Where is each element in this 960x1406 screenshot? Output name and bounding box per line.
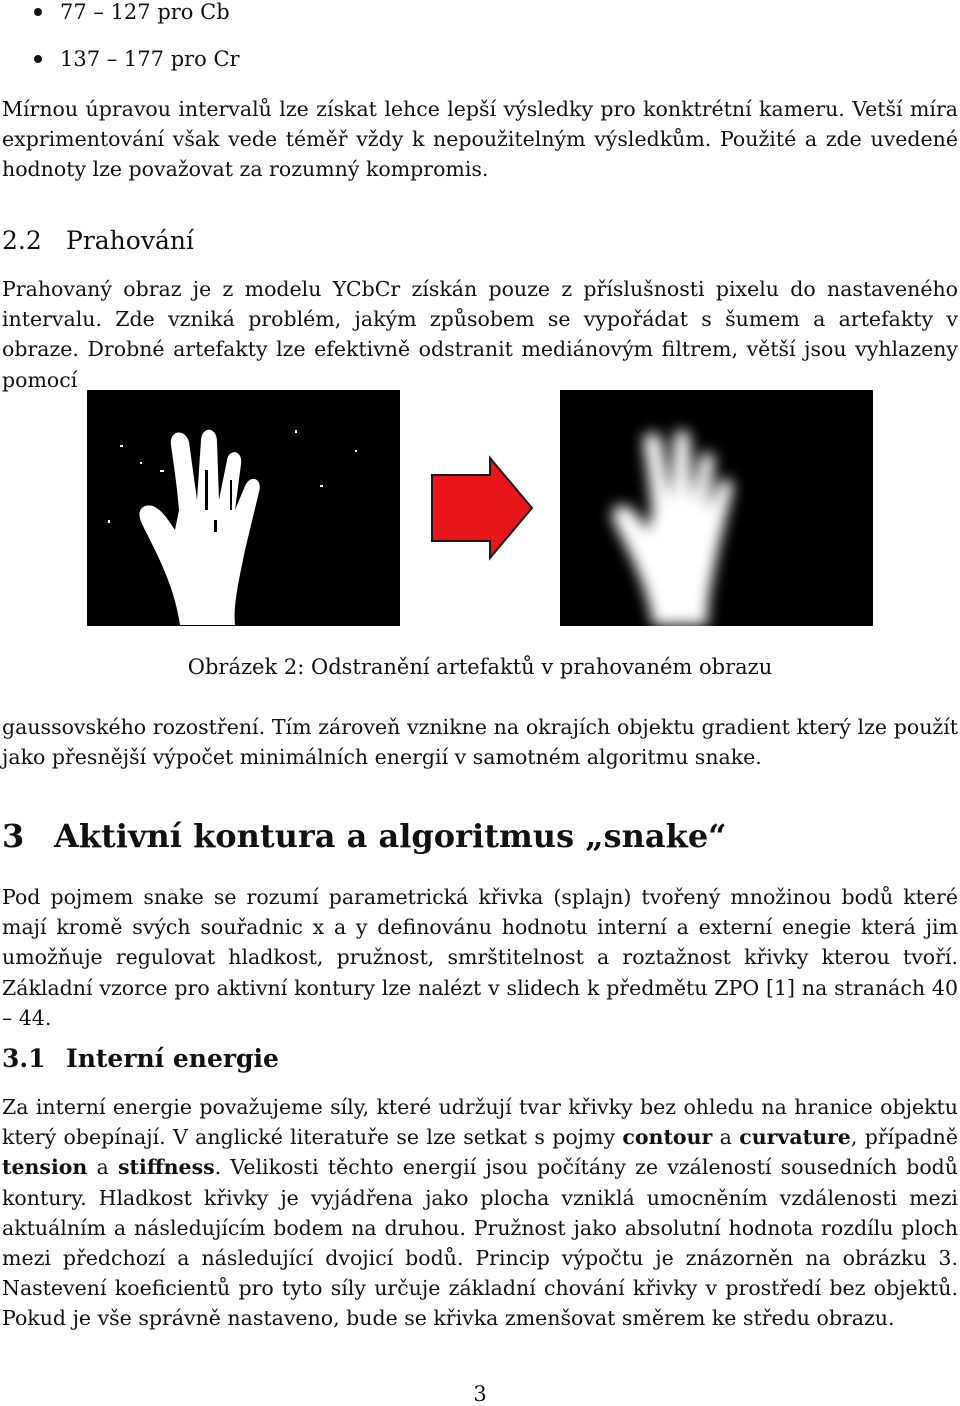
section-heading-2-2 [2, 226, 194, 255]
term-contour: contour [622, 1125, 713, 1150]
section-title: Interní energie [66, 1044, 279, 1073]
text-run: a [712, 1125, 740, 1150]
term-tension: tension [2, 1155, 88, 1180]
intro-paragraph: Mírnou úpravou intervalů lze získat lehce lepší výsledky pro konktrétní kameru. Vetší míra exprimentování však vede téměř vždy k nepoužitelným výsledkům. Použité a zde uvedené hodnoty lze považovat za rozumný kompromis. [2, 97, 958, 182]
section-title: Aktivní kontura a algoritmus „snake“ [54, 817, 727, 855]
text-run: . Velikosti těchto energií jsou počítány ze vzáleností sousedních bodů kontury. Hladkost křivky je vyjádřena jako plocha vzniklá umocněním vzdálenosti mezi aktuálním a následujícím bodem na druhou. Pružnost jako absolutní hodnota rozdílu ploch mezi předchozí a následující dvojicí bodů. Princip výpočtu je znázorněn na obrázku 3. Nastevení koeficientů pro tyto síly určuje základní chování křivky v prostředí bez objektů. Pokud je vše správně nastaveno, bude se křivka zmenšovat směrem ke středu obrazu. [2, 1155, 958, 1331]
arrow-icon [432, 458, 532, 558]
section-number: 3.1 [2, 1044, 46, 1073]
bullet-icon [34, 55, 42, 63]
list-item-text: 137 – 177 pro Cr [60, 47, 240, 71]
section-number: 3 [2, 817, 25, 855]
section-title: Prahování [66, 226, 194, 255]
list-item-text: 77 – 127 pro Cb [60, 0, 230, 24]
thresholding-paragraph: Prahovaný obraz je z modelu YCbCr získán pouze z příslušnosti pixelu do nastaveného intervalu. Zde vzniká problém, jakým způsobem se vypořádat s šumem a artefakty v obraze. Drobné artefakty lze efektivně odstranit mediánovým filtrem, větší jsou vyhlazeny pomocí [2, 277, 958, 392]
figure-artifact-removal [0, 390, 960, 630]
term-curvature: curvature [739, 1125, 851, 1150]
section-heading-3-1 [2, 1044, 279, 1073]
text-run: a [87, 1155, 119, 1180]
page-number: 3 [473, 1382, 487, 1406]
section-heading-3 [2, 817, 727, 855]
list-item [36, 0, 230, 24]
text-run: , případně [850, 1125, 958, 1150]
bullet-icon [34, 8, 42, 16]
snake-paragraph: Pod pojmem snake se rozumí parametrická křivka (splajn) tvořený množinou bodů které mají kromě svých souřadnic x a y definovánu hodnotu interní a externí enegie která jim umožňuje regulovat hladkost, pružnost, smrštitelnost a roztažnost křivky kterou tvoří. Základní vzorce pro aktivní kontury lze nalézt v slidech k předmětu ZPO [1] na stranách 40 – 44. [2, 885, 958, 1030]
internal-energy-paragraph [2, 1092, 958, 1334]
section-number: 2.2 [2, 226, 42, 255]
thresholding-continuation: gaussovského rozostření. Tím zároveň vznikne na okrajích objektu gradient který lze použít jako přesnější výpočet minimálních energií v samotném algoritmu snake. [2, 715, 958, 770]
list-item [36, 47, 240, 71]
term-stiffness: stiffness [118, 1155, 215, 1180]
figure-caption: Obrázek 2: Odstranění artefaktů v prahovaném obrazu [187, 655, 773, 679]
figure-graphic [0, 390, 960, 630]
text-run: Za interní energie považujeme síly, které udržují tvar křivky bez ohledu na hranice objektu který obepínají. V anglické literatuře se lze setkat s pojmy [2, 1095, 958, 1150]
